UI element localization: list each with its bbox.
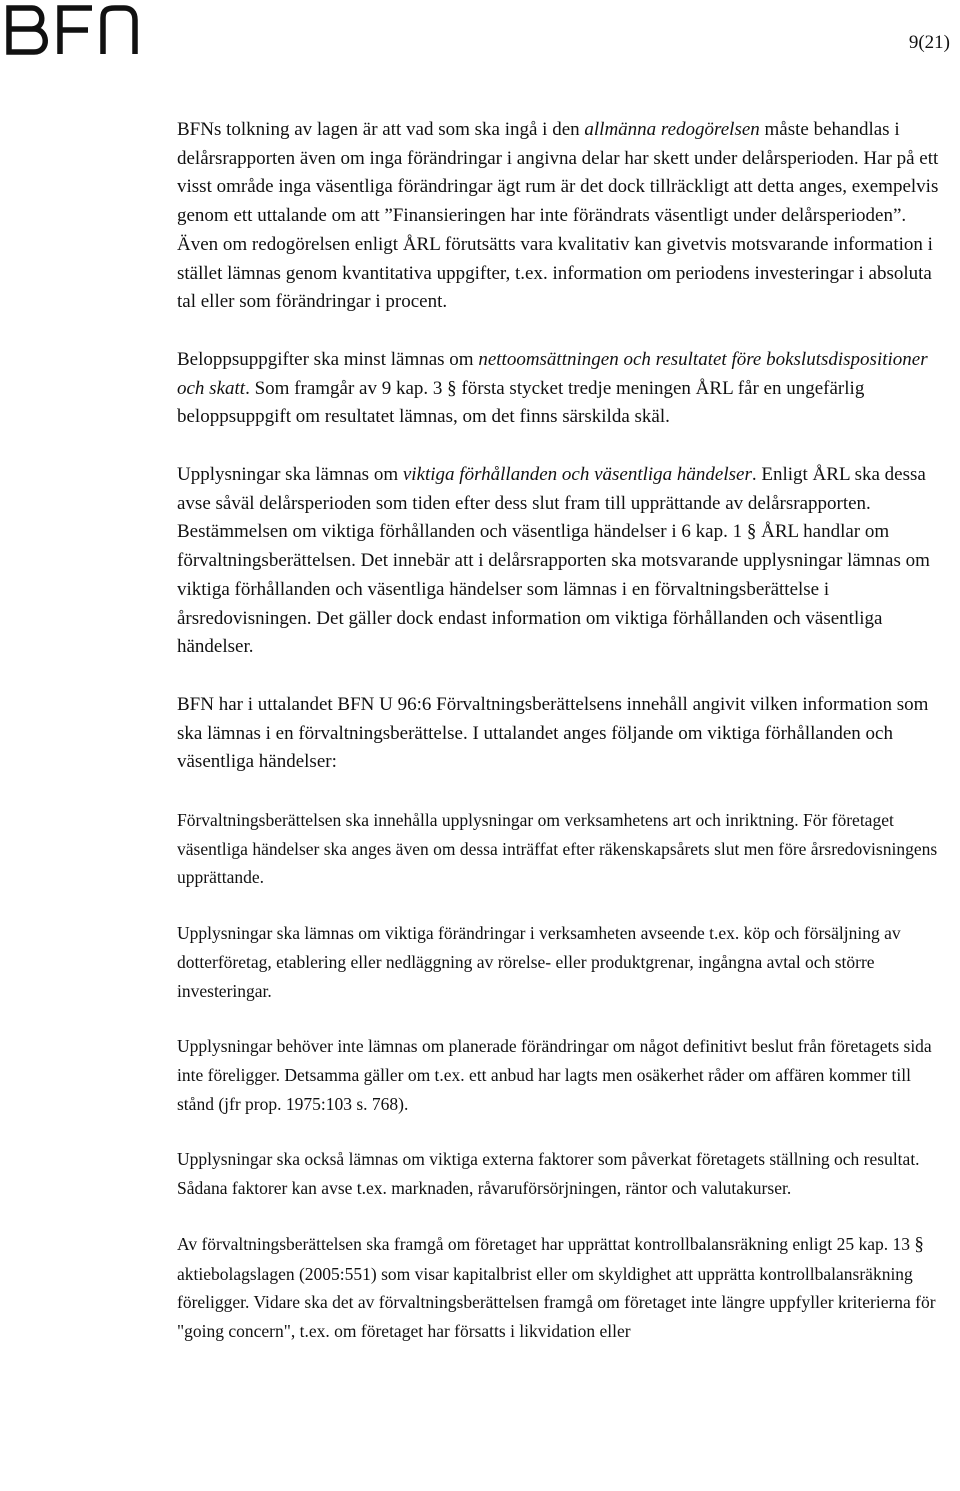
quote-paragraph bbox=[177, 1145, 947, 1202]
text-run: ÅRL handlar om förvaltningsberättelsen. Det innebär att i delårsrapporten ska motsvarande upplysningar lämnas om viktiga förhållanden och väsentliga händelser som lämnas i en förvaltningsberättelse i årsredovisningen. Det gäller dock endast information om viktiga förhållanden och väsentliga händelser. bbox=[177, 521, 930, 658]
text-run: BFN har i uttalandet BFN U 96:6 Förvaltningsberättelsens innehåll angivit vilken information som ska lämnas i en förvaltningsberättelse. I uttalandet anges följande om viktiga förhållanden och väsentliga händelser: bbox=[177, 693, 929, 773]
italic-term: allmänna redogörelsen bbox=[584, 119, 760, 140]
quote-paragraph bbox=[177, 1032, 947, 1118]
text-run: Upplysningar ska lämnas om viktiga förändringar i verksamheten avseende t.ex. köp och försäljning av dotterföretag, etablering eller nedläggning av rörelse- eller produktgrenar, ingångna avtal och större investeringar. bbox=[177, 923, 901, 1001]
text-run: Upplysningar behöver inte lämnas om planerade förändringar om något definitivt beslut från företagets sida inte föreligger. Detsamma gäller om t.ex. ett anbud har lagts men osäkerhet råder om affären kommer till stånd (jfr prop. 1975:103 s. 768). bbox=[177, 1036, 932, 1114]
paragraph-bfn-uttalande bbox=[177, 691, 947, 777]
text-run: . Som framgår av 9 kap. 3 bbox=[245, 377, 448, 399]
quote-paragraph bbox=[177, 1230, 947, 1346]
section-sign: § bbox=[746, 521, 757, 543]
text-run: Förvaltningsberättelsen ska innehålla upplysningar om verksamhetens art och inriktning. För företaget väsentliga händelser ska anges även om dessa inträffat efter räkenskapsårets slut men före årsredovisningens upprättande. bbox=[177, 810, 938, 888]
page-number: 9(21) bbox=[908, 32, 950, 53]
paragraph-allman-redogorelse bbox=[177, 116, 947, 317]
text-run: aktiebolagslagen (2005:551) som visar kapitalbrist eller om skyldighet att upprätta kontrollbalansräkning föreligger. Vidare ska det av förvaltningsberättelsen framgå om företaget inte längre uppfyller kriterierna för "going concern", t.ex. om företaget har försatts i likvidation eller bbox=[177, 1263, 936, 1341]
text-run: Upplysningar ska också lämnas om viktiga externa faktorer som påverkat företagets ställning och resultat. Sådana faktorer kan avse t.ex. marknaden, råvaruförsörjningen, räntor och valutakurser. bbox=[177, 1149, 920, 1199]
italic-term: nettoomsättningen och resultatet före bokslutsdispositioner och skatt bbox=[177, 348, 928, 399]
paragraph-upplysningar bbox=[177, 461, 947, 662]
text-run: Upplysningar ska lämnas om bbox=[177, 464, 403, 486]
italic-term: viktiga förhållanden och väsentliga händelser bbox=[402, 464, 752, 486]
quote-paragraph bbox=[177, 806, 947, 892]
text-run: första stycket tredje meningen ÅRL får en ungefärlig beloppsuppgift om resultatet lämnas, om det finns särskilda skäl. bbox=[177, 377, 865, 428]
section-sign: § bbox=[914, 1233, 924, 1255]
text-run: BFNs tolkning av lagen är att vad som ska ingå i den bbox=[177, 119, 585, 140]
text-run: . Enligt ÅRL ska dessa avse såväl delårsperioden som tiden efter dess slut fram till upprättande av delårsrapporten. Bestämmelsen om viktiga förhållanden och väsentliga händelser i 6 kap. 1 bbox=[177, 464, 926, 543]
text-run: Av förvaltningsberättelsen ska framgå om företaget har upprättat kontrollbalansräkning enligt 25 kap. 13 bbox=[177, 1233, 915, 1254]
text-run: måste behandlas i delårsrapporten även om inga förändringar i angivna delar har skett under delårsperioden. Har på ett visst område inga väsentliga förändringar ägt rum är det dock tillräckligt att detta anges, exempelvis genom ett uttalande om att ”Finansieringen har inte förändrats väsentligt under delårsperioden”. Även om redogörelsen enligt ÅRL förutsätts vara kvalitativ kan givetvis motsvarande information i stället lämnas genom kvantitativa uppgifter, t.ex. information om periodens investeringar i absoluta tal eller som förändringar i procent. bbox=[177, 119, 939, 313]
document-body bbox=[177, 116, 947, 1346]
quote-paragraph bbox=[177, 919, 947, 1005]
text-run: Beloppsuppgifter ska minst lämnas om bbox=[177, 348, 479, 370]
bfn-logo-icon bbox=[4, 4, 140, 56]
paragraph-beloppsuppgifter bbox=[177, 346, 947, 432]
section-sign: § bbox=[447, 377, 457, 399]
